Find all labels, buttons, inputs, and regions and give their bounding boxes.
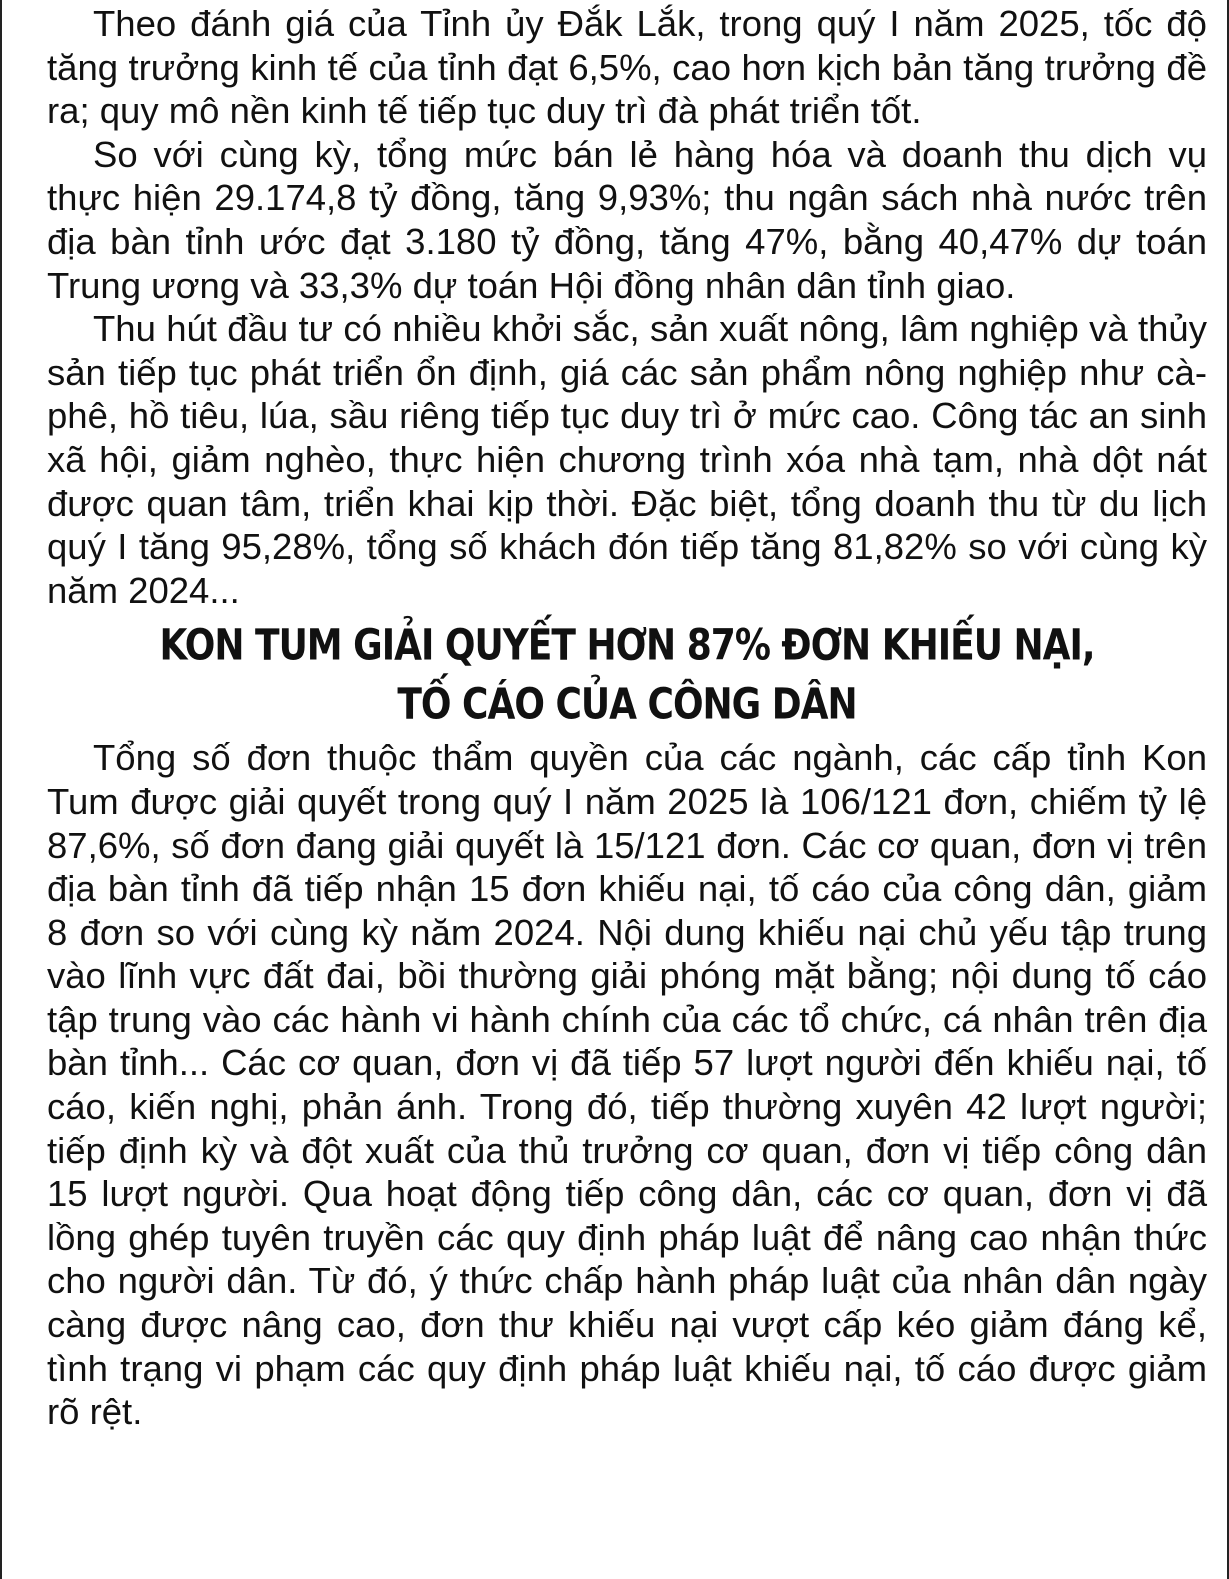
article-column [47, 0, 1207, 1434]
headline-line-2: TỐ CÁO CỦA CÔNG DÂN [397, 681, 857, 730]
paragraph-daklak-investment-tourism: Thu hút đầu tư có nhiều khởi sắc, sản xuất nông, lâm nghiệp và thủy sản tiếp tục phát triển ổn định, giá các sản phẩm nông nghiệp như cà-phê, hồ tiêu, lúa, sầu riêng tiếp tục duy trì ở mức cao. Công tác an sinh xã hội, giảm nghèo, thực hiện chương trình xóa nhà tạm, nhà dột nát được quan tâm, triển khai kịp thời. Đặc biệt, tổng doanh thu từ du lịch quý I tăng 95,28%, tổng số khách đón tiếp tăng 81,82% so với cùng kỳ năm 2024... [47, 308, 1207, 611]
article-headline [47, 617, 1207, 735]
headline-line-1: KON TUM GIẢI QUYẾT HƠN 87% ĐƠN KHIẾU NẠI, [159, 622, 1095, 671]
paragraph-kontum-complaints: Tổng số đơn thuộc thẩm quyền của các ngành, các cấp tỉnh Kon Tum được giải quyết trong quý I năm 2025 là 106/121 đơn, chiếm tỷ lệ 87,6%, số đơn đang giải quyết là 15/121 đơn. Các cơ quan, đơn vị trên địa bàn tỉnh đã tiếp nhận 15 đơn khiếu nại, tố cáo của công dân, giảm 8 đơn so với cùng kỳ năm 2024. Nội dung khiếu nại chủ yếu tập trung vào lĩnh vực đất đai, bồi thường giải phóng mặt bằng; nội dung tố cáo tập trung vào các hành vi hành chính của các tổ chức, cá nhân trên địa bàn tỉnh... Các cơ quan, đơn vị đã tiếp 57 lượt người đến khiếu nại, tố cáo, kiến nghị, phản ánh. Trong đó, tiếp thường xuyên 42 lượt người; tiếp định kỳ và đột xuất của thủ trưởng cơ quan, đơn vị tiếp công dân 15 lượt người. Qua hoạt động tiếp công dân, các cơ quan, đơn vị đã lồng ghép tuyên truyền các quy định pháp luật để nâng cao nhận thức cho người dân. Từ đó, ý thức chấp hành pháp luật của nhân dân ngày càng được nâng cao, đơn thư khiếu nại vượt cấp kéo giảm đáng kể, tình trạng vi phạm các quy định pháp luật khiếu nại, tố cáo được giảm rõ rệt. [47, 737, 1207, 1433]
paragraph-daklak-growth: Theo đánh giá của Tỉnh ủy Đắk Lắk, trong quý I năm 2025, tốc độ tăng trưởng kinh tế của tỉnh đạt 6,5%, cao hơn kịch bản tăng trưởng đề ra; quy mô nền kinh tế tiếp tục duy trì đà phát triển tốt. [47, 3, 1207, 132]
paragraph-daklak-retail-budget: So với cùng kỳ, tổng mức bán lẻ hàng hóa và doanh thu dịch vụ thực hiện 29.174,8 tỷ đồng, tăng 9,93%; thu ngân sách nhà nước trên địa bàn tỉnh ước đạt 3.180 tỷ đồng, tăng 47%, bằng 40,47% dự toán Trung ương và 33,3% dự toán Hội đồng nhân dân tỉnh giao. [47, 133, 1207, 306]
